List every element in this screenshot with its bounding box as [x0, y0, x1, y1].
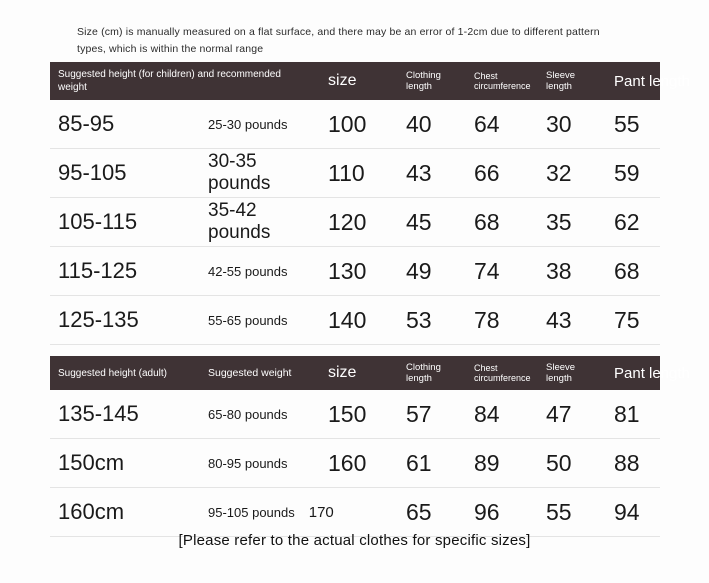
- cell-clothing-length: 40: [398, 100, 466, 149]
- cell-height: 135-145: [50, 390, 200, 439]
- cell-size: 130: [320, 247, 398, 296]
- table-row: [50, 149, 660, 198]
- header-sleeve-length: Sleeve length: [538, 62, 606, 100]
- cell-chest: 66: [466, 149, 538, 198]
- table-row: [50, 488, 660, 537]
- header-pant-length: Pant length: [606, 62, 660, 100]
- kids-table-header: [50, 62, 690, 100]
- header-height: Suggested height (for children) and recommended weight: [50, 62, 320, 100]
- cell-height: 105-115: [50, 198, 200, 247]
- cell-height: 150cm: [50, 439, 200, 488]
- cell-chest: 68: [466, 198, 538, 247]
- cell-sleeve: 43: [538, 296, 606, 345]
- cell-pant: 55: [606, 100, 660, 149]
- cell-height: 115-125: [50, 247, 200, 296]
- cell-clothing-length: 45: [398, 198, 466, 247]
- cell-weight: 80-95 pounds: [200, 439, 320, 488]
- cell-chest: 89: [466, 439, 538, 488]
- cell-height: 160cm: [50, 488, 200, 537]
- cell-size: 120: [320, 198, 398, 247]
- cell-clothing-length: 65: [398, 488, 466, 537]
- cell-sleeve: 38: [538, 247, 606, 296]
- adult-table-body: [50, 390, 660, 537]
- footer-note: [Please refer to the actual clothes for specific sizes]: [178, 532, 531, 549]
- header-sleeve-length: Sleeve length: [538, 356, 606, 390]
- cell-pant: 59: [606, 149, 660, 198]
- table-header-row: [50, 356, 660, 390]
- kids-size-table: [50, 62, 690, 345]
- cell-sleeve: 55: [538, 488, 606, 537]
- header-chest-circumference: Chest circumference: [466, 62, 538, 100]
- cell-weight: 65-80 pounds: [200, 390, 320, 439]
- cell-clothing-length: 43: [398, 149, 466, 198]
- measurement-note: Size (cm) is manually measured on a flat surface, and there may be an error of 1-2cm due to different pattern types, which is within the normal range: [77, 26, 600, 55]
- table-row: [50, 100, 660, 149]
- cell-chest: 64: [466, 100, 538, 149]
- cell-weight: 35-42 pounds: [200, 198, 320, 247]
- cell-chest: 84: [466, 390, 538, 439]
- cell-size: 110: [320, 149, 398, 198]
- kids-table-body: [50, 100, 660, 345]
- cell-clothing-length: 53: [398, 296, 466, 345]
- cell-clothing-length: 57: [398, 390, 466, 439]
- header-clothing-length: Clothing length: [398, 62, 466, 100]
- cell-size: 140: [320, 296, 398, 345]
- table-row: [50, 296, 660, 345]
- cell-weight: 30-35 pounds: [200, 149, 320, 198]
- cell-pant: 62: [606, 198, 660, 247]
- cell-weight: 42-55 pounds: [200, 247, 320, 296]
- adult-size-table: [50, 356, 690, 537]
- cell-sleeve: 50: [538, 439, 606, 488]
- table-row: [50, 247, 660, 296]
- cell-pant: 88: [606, 439, 660, 488]
- cell-weight-and-size: [200, 488, 398, 537]
- header-size: size: [320, 62, 398, 100]
- cell-weight: 55-65 pounds: [200, 296, 320, 345]
- cell-chest: 96: [466, 488, 538, 537]
- cell-size: 160: [320, 439, 398, 488]
- table-row: [50, 439, 660, 488]
- cell-size: 150: [320, 390, 398, 439]
- cell-weight: 25-30 pounds: [200, 100, 320, 149]
- cell-pant: 68: [606, 247, 660, 296]
- cell-clothing-length: 49: [398, 247, 466, 296]
- cell-sleeve: 32: [538, 149, 606, 198]
- cell-chest: 74: [466, 247, 538, 296]
- cell-pant: 81: [606, 390, 660, 439]
- table-row: [50, 198, 660, 247]
- header-weight: Suggested weight: [200, 356, 320, 390]
- cell-sleeve: 35: [538, 198, 606, 247]
- table-header-row: [50, 62, 660, 100]
- cell-clothing-length: 61: [398, 439, 466, 488]
- header-chest-circumference: Chest circumference: [466, 356, 538, 390]
- cell-weight: 95-105 pounds: [208, 504, 295, 520]
- cell-height: 125-135: [50, 296, 200, 345]
- header-clothing-length: Clothing length: [398, 356, 466, 390]
- cell-size: 170: [308, 503, 334, 521]
- adult-table-header: [50, 356, 690, 390]
- cell-height: 85-95: [50, 100, 200, 149]
- cell-height: 95-105: [50, 149, 200, 198]
- cell-sleeve: 47: [538, 390, 606, 439]
- header-height: Suggested height (adult): [50, 356, 200, 390]
- cell-pant: 75: [606, 296, 660, 345]
- cell-sleeve: 30: [538, 100, 606, 149]
- cell-size: 100: [320, 100, 398, 149]
- cell-pant: 94: [606, 488, 660, 537]
- cell-chest: 78: [466, 296, 538, 345]
- header-size: size: [320, 356, 398, 390]
- table-row: [50, 390, 660, 439]
- header-pant-length: Pant length: [606, 356, 660, 390]
